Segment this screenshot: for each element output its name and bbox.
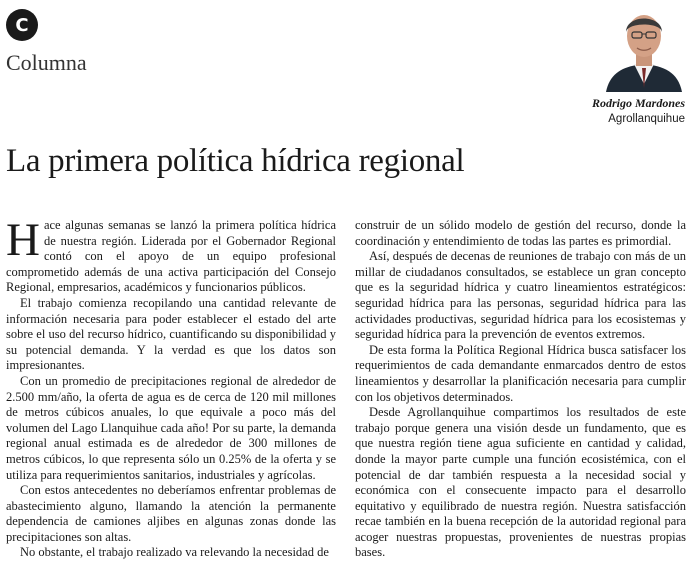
paragraph: Con estos antecedentes no deberíamos enfrentar problemas de abastecimiento alguno, llamando la atención la permanente dependencia de camiones aljibes en algunas zonas donde las precipitaciones son altas.: [6, 483, 336, 544]
paragraph: El trabajo comienza recopilando una cantidad relevante de información necesaria para poder establecer el estado del arte sobre el uso del recurso hídrico, cuantificando su disponibilidad y su potencial demanda. Y la verdad es que los datos son impresionantes.: [6, 295, 336, 373]
paragraph: Así, después de decenas de reuniones de trabajo con más de un millar de ciudadanos consultados, se establece un gran concepto que es la seguridad hídrica y cuatro lineamientos estratégicos: seguridad hídrica para las personas, seguridad hídrica para las actividades productivas, seguridad hídrica para los ecosistemas y seguridad hídrica para la prevención de eventos extremos.: [355, 249, 686, 342]
section-label: Columna: [6, 50, 87, 75]
author-name: Rodrigo Mardones: [591, 96, 685, 110]
paragraph: De esta forma la Política Regional Hídrica busca satisfacer los requerimientos de cada demandante enmarcados dentro de estos lineamientos y desarrollar la planificación necesaria para cumplir con los objetivos determinados.: [355, 342, 686, 404]
paragraph: Hace algunas semanas se lanzó la primera política hídrica de nuestra región. Liderada por el Gobernador Regional contó con el apoyo de un equipo profesional comprometido además de una activa participación del Consejo Regional, empresarios, académicos y funcionarios públicos.: [6, 214, 336, 295]
article-column-right: [355, 218, 686, 561]
paragraph: construir de un sólido modelo de gestión del recurso, donde la coordinación y entendimiento de todas las partes es primordial.: [355, 218, 686, 248]
article-column-left: [6, 214, 336, 561]
paragraph: Desde Agrollanquihue compartimos los resultados de este trabajo porque genera una visión desde un fundamento, que es que nuestra región tiene agua suficiente en cantidad y calidad, donde la mayor parte cumple una función ecosistémica, con el potencial de dar también respuesta a la necesidad social y económica con el consecuente impacto para el desarrollo equitativo y equilibrado de nuestra región. Nuestra satisfacción recae también en la buena recepción de la autoridad regional para acoger nuestras propuestas, provenientes de nuestras propias bases.: [355, 405, 686, 560]
paragraph: Con un promedio de precipitaciones regional de alrededor de 2.500 mm/año, la oferta de agua es de cerca de 120 mil millones de metros cúbicos anuales, lo que equivale a poco más del volumen del Lago Llanquihue cada año! Por su parte, la demanda regional anual estimada es de alrededor de 300 millones de metros cúbicos, lo que representa sólo un 0.25% de la oferta y se utiliza para requerimientos sanitarios, industriales y agrícolas.: [6, 373, 336, 482]
author-organization: Agrollanquihue: [608, 113, 685, 125]
headline: La primera política hídrica regional: [6, 143, 465, 179]
drop-cap: H: [6, 214, 40, 266]
paragraph: No obstante, el trabajo realizado va relevando la necesidad de: [20, 545, 329, 560]
section-badge-letter: C: [15, 14, 29, 36]
section-badge: [6, 9, 38, 41]
author-portrait: [604, 6, 684, 92]
